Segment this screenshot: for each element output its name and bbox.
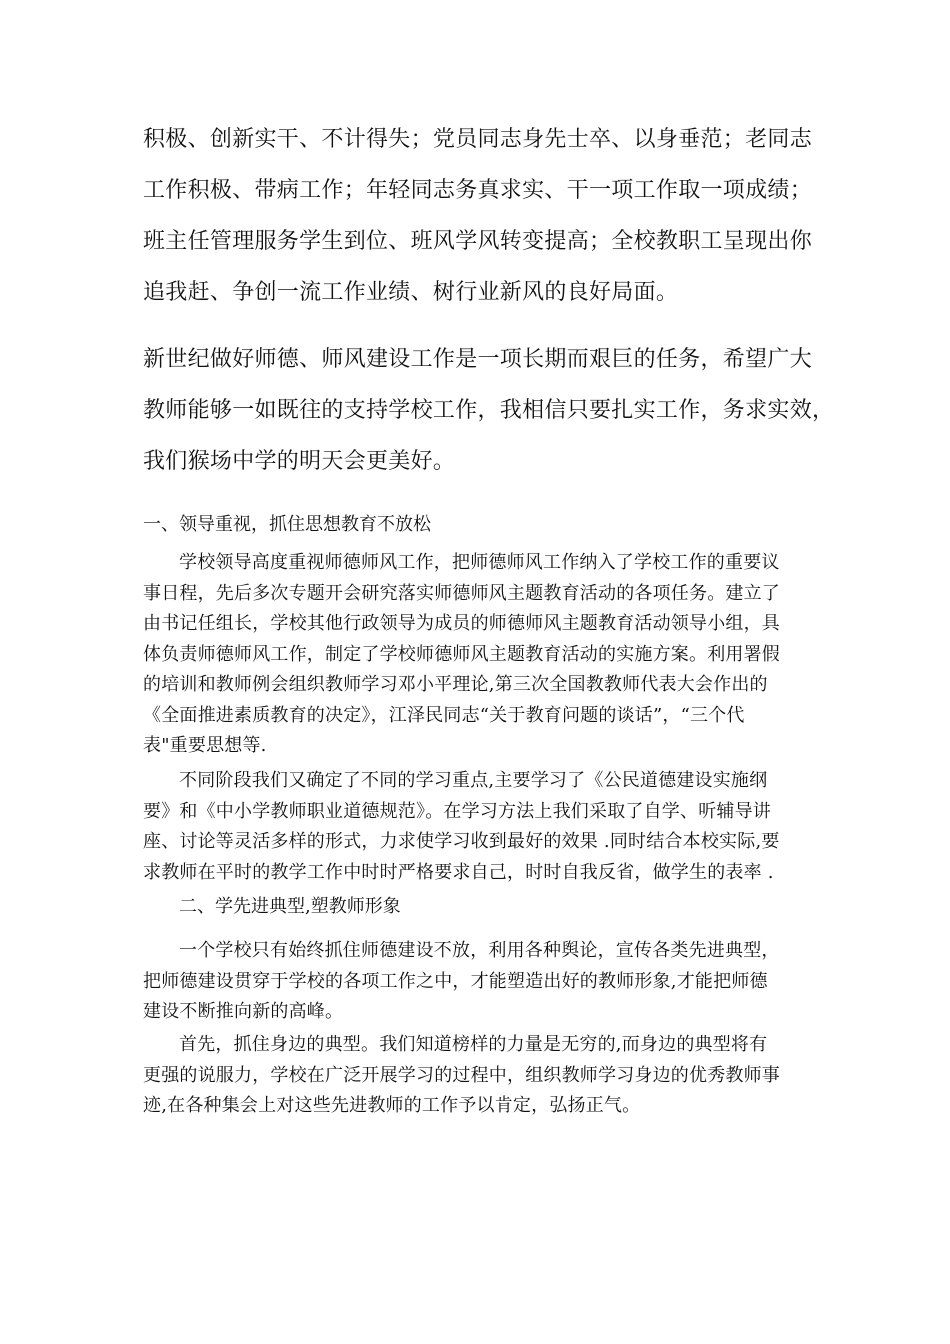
text-line: 建设不断推向新的高峰。: [143, 1001, 344, 1022]
paragraph-local-examples: [143, 1030, 808, 1122]
text-line: 我们猴场中学的明天会更美好。: [143, 449, 456, 474]
paragraph-role-models: [143, 936, 808, 1028]
text-line: 求教师在平时的教学工作中时时严格要求自己，时时自我反省，做学生的表率 .: [143, 861, 774, 883]
section-heading-1: 一、领导重视，抓住思想教育不放松: [143, 514, 431, 535]
text-line: 新世纪做好师德、师风建设工作是一项长期而艰巨的任务，希望广大: [143, 347, 813, 372]
paragraph-study-focus: [143, 766, 808, 888]
text-line: 工作积极、带病工作；年轻同志务真求实、干一项工作取一项成绩；: [143, 178, 813, 203]
text-line: 表"重要思想等.: [143, 735, 267, 756]
text-line: 首先，抓住身边的典型。我们知道榜样的力量是无穷的,而身边的典型将有: [179, 1034, 768, 1055]
text-line: 不同阶段我们又确定了不同的学习重点,主要学习了《公民道德建设实施纲: [179, 770, 768, 791]
text-line: 教师能够一如既往的支持学校工作，我相信只要扎实工作，务求实效，: [143, 398, 835, 423]
text-line: 的培训和教师例会组织教师学习邓小平理论,第三次全国教教师代表大会作出的: [143, 674, 768, 695]
paragraph-new-century: [143, 334, 835, 487]
text-line: 座、讨论等灵活多样的形式，力求使学习收到最好的效果 .同时结合本校实际,要: [143, 831, 780, 852]
text-line: 更强的说服力，学校在广泛开展学习的过程中，组织教师学习身边的优秀教师事: [143, 1064, 780, 1086]
text-line: 要》和《中小学教师职业道德规范》。在学习方法上我们采取了自学、听辅导讲: [143, 800, 771, 822]
text-line: 《全面推进素质教育的决定》，江泽民同志“关于教育问题的谈话”，“三个代: [143, 704, 745, 726]
text-line: 由书记任组长，学校其他行政领导为成员的师德师风主题教育活动领导小组，具: [143, 613, 780, 634]
section-heading-2: 二、学先进典型,塑教师形象: [179, 896, 401, 917]
paragraph-staff-spirit: [143, 114, 813, 318]
text-line: 事日程，先后多次专题开会研究落实师德师风主题教育活动的各项任务。建立了: [143, 582, 780, 604]
text-line: 体负责师德师风工作，制定了学校师德师风主题教育活动的实施方案。利用署假: [143, 643, 780, 665]
text-line: 追我赶、争创一流工作业绩、树行业新风的良好局面。: [143, 280, 679, 305]
text-line: 积极、创新实干、不计得失；党员同志身先士卒、以身垂范；老同志: [143, 127, 813, 152]
text-line: 一个学校只有始终抓住师德建设不放，利用各种舆论，宣传各类先进典型，: [179, 940, 780, 961]
paragraph-leadership: [143, 548, 808, 762]
text-line: 班主任管理服务学生到位、班风学风转变提高；全校教职工呈现出你: [143, 229, 813, 254]
text-line: 学校领导高度重视师德师风工作，把师德师风工作纳入了学校工作的重要议: [179, 552, 780, 573]
text-line: 把师德建设贯穿于学校的各项工作之中，才能塑造出好的教师形象,才能把师德: [143, 970, 768, 992]
text-line: 迹,在各种集会上对这些先进教师的工作予以肯定，弘扬正气。: [143, 1095, 641, 1116]
